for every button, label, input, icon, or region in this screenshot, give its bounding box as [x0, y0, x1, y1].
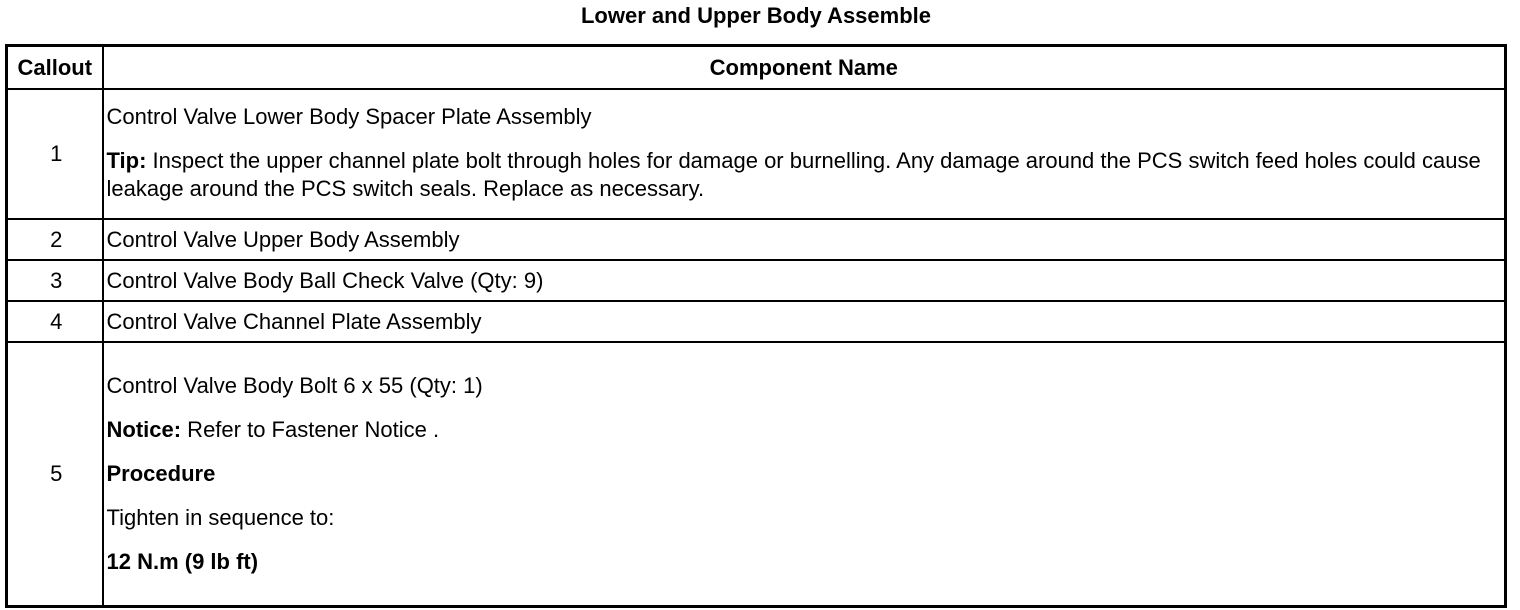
- tip-text: Inspect the upper channel plate bolt through holes for damage or burnelling. Any damage around the PCS switch feed holes could cause leakage around the PCS switch seals. Replace as necessary.: [106, 148, 1481, 201]
- tip-note: [107, 147, 1505, 203]
- table-row: [7, 219, 1506, 260]
- notice-text: Refer to Fastener Notice .: [181, 417, 440, 442]
- component-cell: [103, 219, 1506, 260]
- callout-number: 5: [7, 342, 103, 607]
- procedure-text: Tighten in sequence to:: [106, 505, 335, 530]
- component-cell: [103, 342, 1506, 607]
- notice-label: Notice:: [106, 417, 182, 442]
- callout-number: 1: [7, 89, 103, 219]
- component-name: Control Valve Lower Body Spacer Plate Assembly: [106, 104, 592, 129]
- component-name-column-header: Component Name: [103, 46, 1506, 90]
- table-row: [7, 301, 1506, 342]
- table-header-row: [7, 46, 1506, 90]
- component-name: Control Valve Upper Body Assembly: [106, 226, 460, 252]
- component-cell: [103, 260, 1506, 301]
- component-name: Control Valve Body Bolt 6 x 55 (Qty: 1): [106, 373, 483, 398]
- tip-label: Tip:: [106, 148, 147, 173]
- callout-number: 4: [7, 301, 103, 342]
- callout-number: 3: [7, 260, 103, 301]
- notice-note: [107, 416, 1505, 444]
- component-cell: [103, 89, 1506, 219]
- table-row: [7, 260, 1506, 301]
- callout-number: 2: [7, 219, 103, 260]
- procedure-heading: Procedure: [106, 461, 216, 486]
- component-cell: [103, 301, 1506, 342]
- page-title: Lower and Upper Body Assemble: [580, 3, 932, 28]
- component-name: Control Valve Body Ball Check Valve (Qty: 9): [106, 267, 544, 293]
- component-name: Control Valve Channel Plate Assembly: [106, 308, 482, 334]
- component-table: [5, 44, 1507, 608]
- table-row: [7, 342, 1506, 607]
- torque-spec: 12 N.m (9 lb ft): [106, 549, 259, 574]
- table-row: [7, 89, 1506, 219]
- callout-column-header: Callout: [7, 46, 103, 90]
